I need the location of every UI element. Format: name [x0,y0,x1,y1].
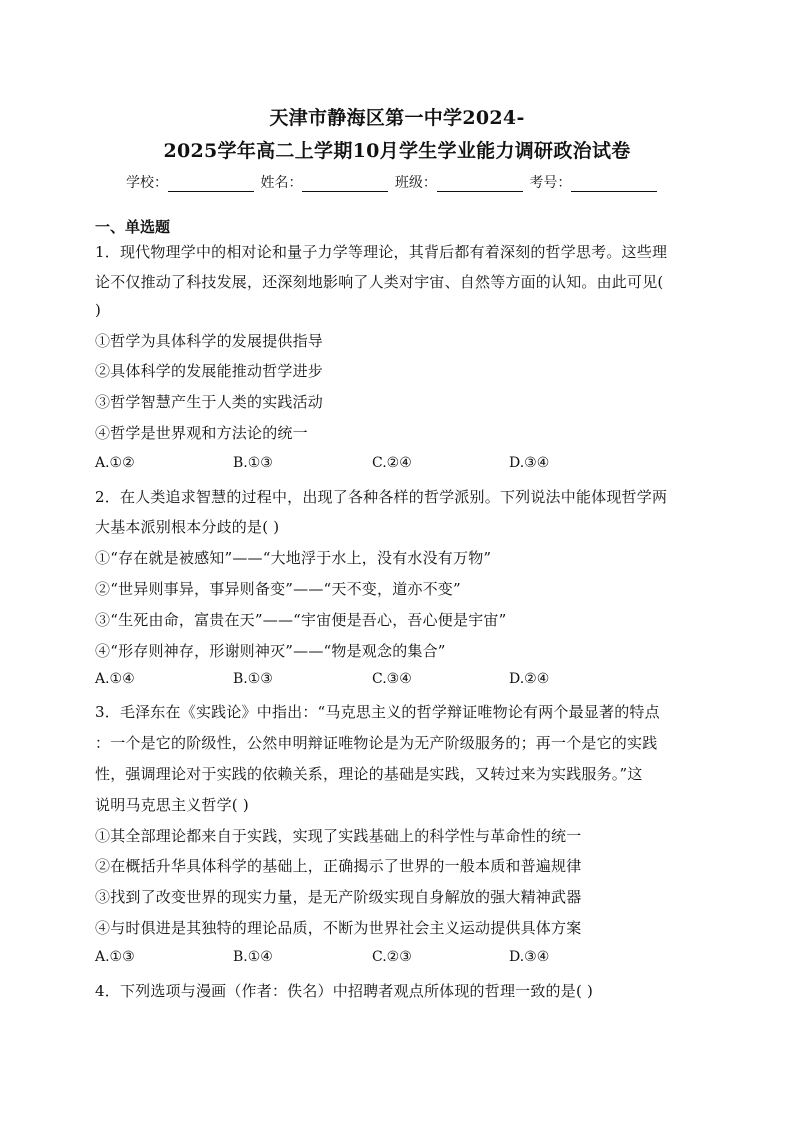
name-blank [302,177,388,192]
q3-option-c[interactable]: C.②③ [372,949,412,965]
q2-option-a[interactable]: A.①④ [95,671,135,687]
school-label: 学校： [126,175,168,191]
q2-option-d[interactable]: D.②④ [509,671,550,687]
q3-item-3: ③找到了改变世界的现实力量，是无产阶级实现自身解放的强大精神武器 [95,888,582,906]
q1-item-2: ②具体科学的发展能推动哲学进步 [95,362,324,380]
q3-option-a[interactable]: A.①③ [95,949,135,965]
q3-option-d[interactable]: D.③④ [509,949,550,965]
q1-stem-line1: 1．现代物理学中的相对论和量子力学等理论，其背后都有着深刻的哲学思考。这些理 [95,243,668,261]
q3-item-4: ④与时俱进是其独特的理论品质，不断为世界社会主义运动提供具体方案 [95,919,582,937]
q1-option-d[interactable]: D.③④ [509,455,550,471]
q1-stem-line2: 论不仅推动了科技发展，还深刻地影响了人类对宇宙、自然等方面的认知。由此可见( [95,273,664,291]
q2-item-4: ④“形存则神存，形谢则神灭”——“物是观念的集合” [95,642,446,660]
q3-stem-line2: ：一个是它的阶级性，公然申明辩证唯物论是为无产阶级服务的；再一个是它的实践 [95,734,658,752]
q2-item-1: ①“存在就是被感知”——“大地浮于水上，没有水没有万物” [95,549,492,567]
q2-stem-line2: 大基本派别根本分歧的是( ) [95,518,280,536]
q1-stem-line3: ) [95,301,102,319]
q3-item-1: ①其全部理论都来自于实践，实现了实践基础上的科学性与革命性的统一 [95,827,582,845]
q1-item-4: ④哲学是世界观和方法论的统一 [95,424,308,442]
class-blank [437,177,523,192]
q3-item-2: ②在概括升华具体科学的基础上，正确揭示了世界的一般本质和普遍规律 [95,857,582,875]
q3-option-b[interactable]: B.①④ [233,949,273,965]
student-info-line [126,172,659,192]
q2-item-3: ③“生死由命，富贵在天”——“宇宙便是吾心，吾心便是宇宙” [95,611,507,629]
q2-stem-line1: 2．在人类追求智慧的过程中，出现了各种各样的哲学派别。下列说法中能体现哲学两 [95,488,668,506]
q2-option-c[interactable]: C.③④ [372,671,412,687]
class-label: 班级： [394,175,437,191]
q1-option-a[interactable]: A.①② [95,455,135,471]
q2-option-b[interactable]: B.①③ [233,671,273,687]
exam-no-blank [571,177,657,192]
exam-title-line2: 2025学年高二上学期10月学生学业能力调研政治试卷 [163,140,631,162]
section-title: 一、单选题 [95,218,171,236]
q3-stem-line1: 3．毛泽东在《实践论》中指出：“马克思主义的哲学辩证唯物论有两个最显著的特点 [95,703,660,721]
q4-stem-line1: 4．下列选项与漫画（作者：佚名）中招聘者观点所体现的哲理一致的是( ) [95,982,594,1000]
q1-item-3: ③哲学智慧产生于人类的实践活动 [95,393,324,411]
q2-item-2: ②“世异则事异，事异则备变”——“天不变，道亦不变” [95,580,461,598]
exam-title-line1: 天津市静海区第一中学2024- [269,107,525,129]
q3-stem-line4: 说明马克思主义哲学( ) [95,796,249,814]
q1-option-b[interactable]: B.①③ [233,455,273,471]
q3-stem-line3: 性，强调理论对于实践的依赖关系，理论的基础是实践，又转过来为实践服务。”这 [95,765,643,783]
q1-item-1: ①哲学为具体科学的发展提供指导 [95,332,324,350]
exam-no-label: 考号： [529,175,572,191]
q1-option-c[interactable]: C.②④ [372,455,412,471]
school-blank [168,177,254,192]
name-label: 姓名： [260,175,303,191]
